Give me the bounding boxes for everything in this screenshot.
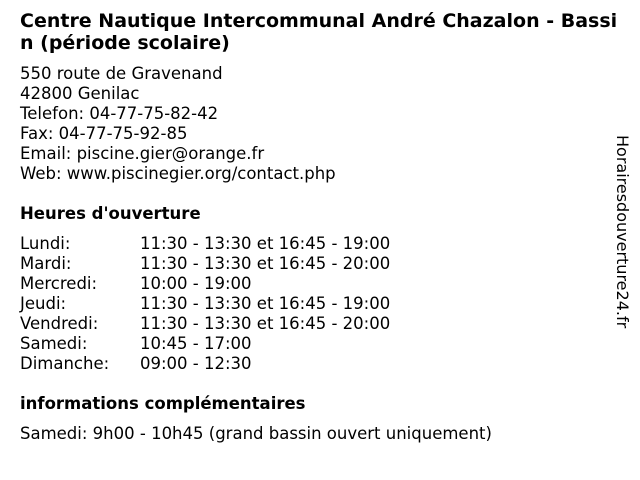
- day-label: Dimanche:: [20, 354, 110, 373]
- info-heading: informations complémentaires: [20, 394, 306, 413]
- street-address: 550 route de Gravenand: [20, 64, 223, 83]
- fax: Fax: 04-77-75-92-85: [20, 124, 188, 143]
- phone: Telefon: 04-77-75-82-42: [20, 104, 219, 123]
- site-watermark: Horairesdouverture24.fr: [613, 135, 632, 329]
- time-range: 10:00 - 19:00: [140, 274, 252, 293]
- day-label: Mercredi:: [20, 274, 98, 293]
- time-range: 11:30 - 13:30 et 16:45 - 20:00: [140, 314, 391, 333]
- time-range: 09:00 - 12:30: [140, 354, 252, 373]
- info-text: Samedi: 9h00 - 10h45 (grand bassin ouvert uniquement): [20, 424, 492, 443]
- address-block: [20, 64, 336, 184]
- time-range: 10:45 - 17:00: [140, 334, 252, 353]
- hours-heading: Heures d'ouverture: [20, 204, 201, 223]
- website: Web: www.piscinegier.org/contact.php: [20, 164, 336, 183]
- day-label: Jeudi:: [20, 294, 67, 313]
- time-range: 11:30 - 13:30 et 16:45 - 20:00: [140, 254, 391, 273]
- day-label: Vendredi:: [20, 314, 99, 333]
- day-label: Samedi:: [20, 334, 88, 353]
- time-range: 11:30 - 13:30 et 16:45 - 19:00: [140, 294, 391, 313]
- email: Email: piscine.gier@orange.fr: [20, 144, 265, 163]
- page-title: Centre Nautique Intercommunal André Chazalon - Bassin (période scolaire): [20, 10, 618, 54]
- city: 42800 Genilac: [20, 84, 140, 103]
- day-label: Lundi:: [20, 234, 71, 253]
- time-range: 11:30 - 13:30 et 16:45 - 19:00: [140, 234, 391, 253]
- day-label: Mardi:: [20, 254, 72, 273]
